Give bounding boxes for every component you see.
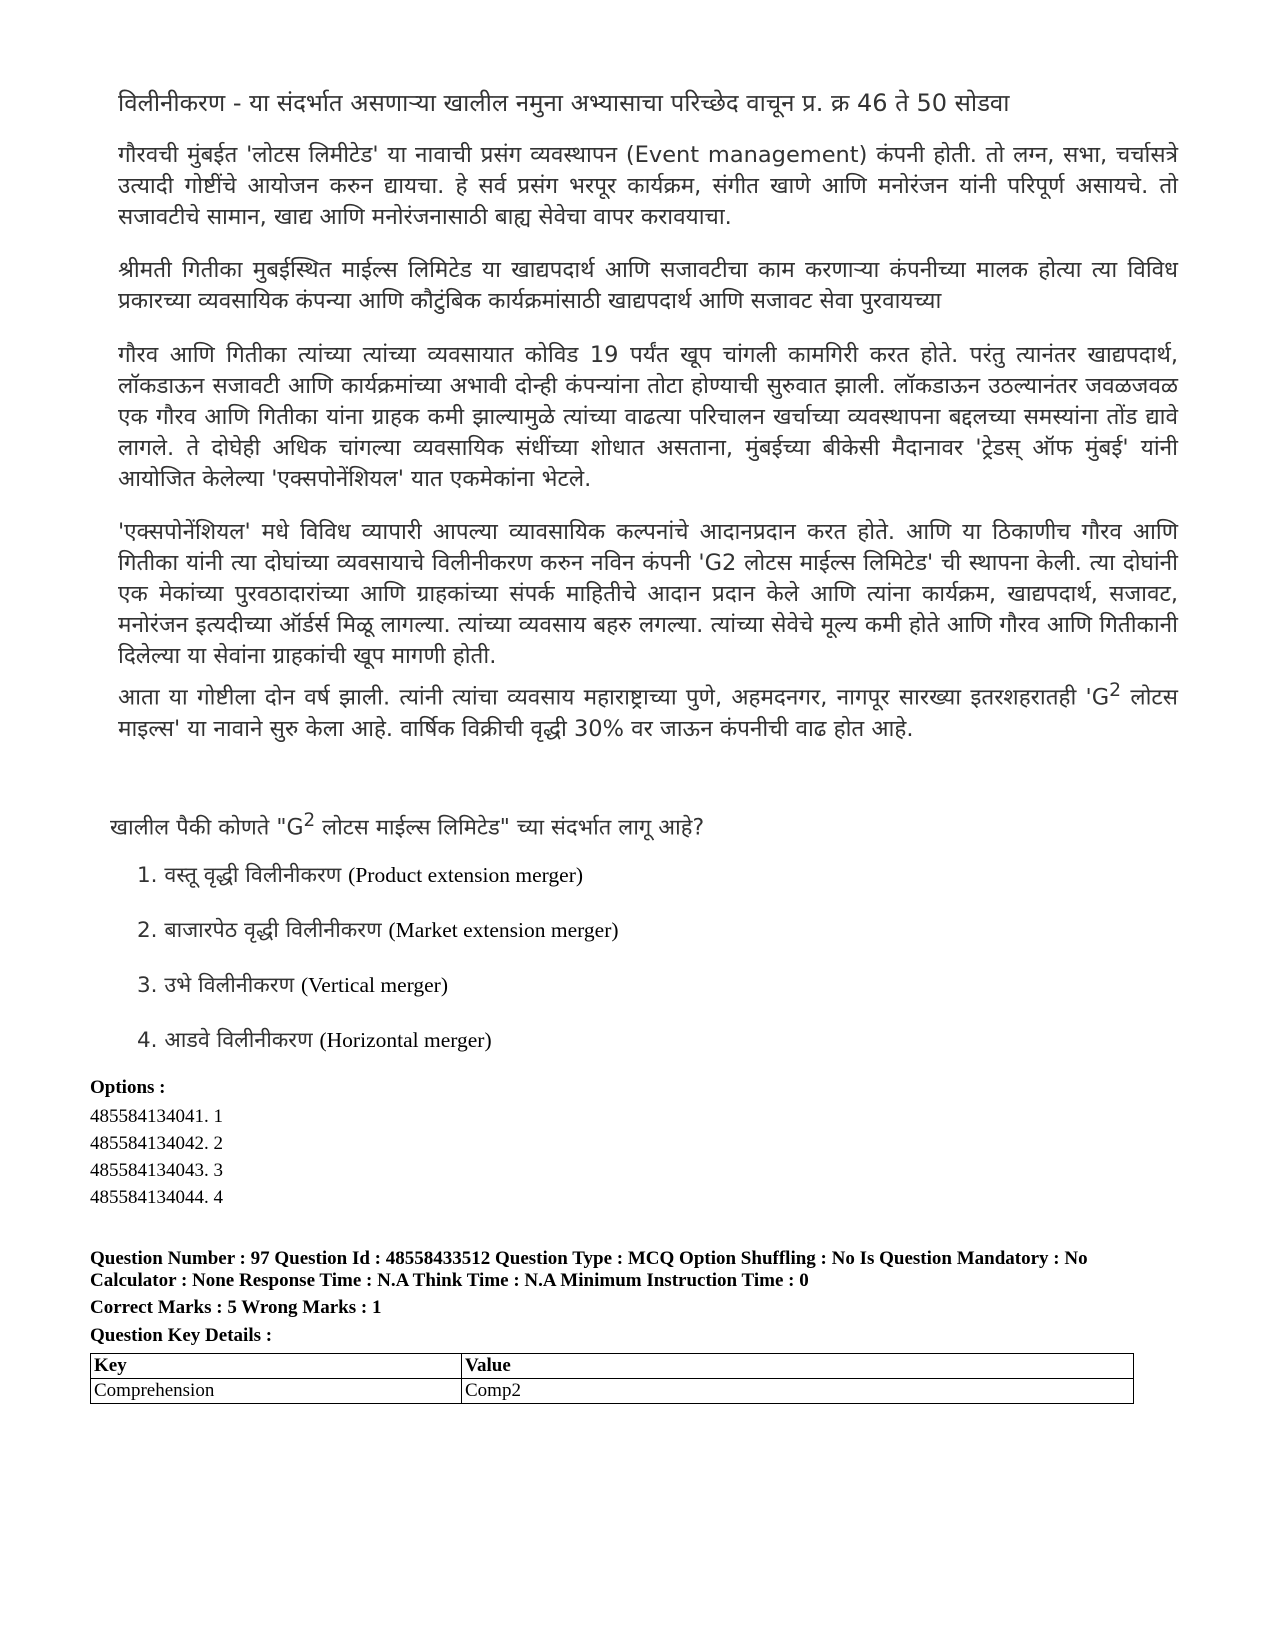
table-header-key: Key — [91, 1354, 462, 1379]
choice-english: (Product extension merger) — [348, 863, 584, 887]
passage-heading: विलीनीकरण - या संदर्भात असणाऱ्या खालील नमुना अभ्यासाचा परिच्छेद वाचून प्र. क्र 46 ते 50 सोडवा — [118, 89, 1010, 117]
table-cell-value: Comp2 — [462, 1379, 1134, 1404]
key-details-table — [90, 1353, 1134, 1404]
choice-label: आडवे विलीनीकरण — [164, 1028, 313, 1053]
choice-english: (Vertical merger) — [300, 973, 449, 997]
choice-number: 4. — [137, 1028, 158, 1053]
option-item: 485584134042. 2 — [90, 1133, 223, 1154]
choice-number: 3. — [137, 973, 158, 998]
choice-number: 1. — [137, 863, 158, 888]
table-cell-key: Comprehension — [91, 1379, 462, 1404]
marks-info: Correct Marks : 5 Wrong Marks : 1 — [90, 1297, 382, 1318]
option-item: 485584134043. 3 — [90, 1160, 223, 1181]
question-text — [110, 805, 1170, 843]
choice-english: (Horizontal merger) — [319, 1028, 492, 1052]
choice-number: 2. — [137, 918, 158, 943]
superscript: 2 — [1109, 680, 1122, 701]
key-details-title: Question Key Details : — [90, 1325, 273, 1346]
options-title: Options : — [90, 1077, 166, 1098]
paragraph-5-text-a: आता या गोष्टीला दोन वर्ष झाली. त्यांनी त्यांचा व्यवसाय महाराष्ट्राच्या पुणे, अहमदनगर, नागपूर सारख्या इतरशहरातही 'G — [118, 684, 1110, 711]
options-list — [90, 1103, 223, 1211]
passage-paragraph-4: 'एक्सपोनेंशियल' मधे विविध व्यापारी आपल्या व्यावसायिक कल्पनांचे आदानप्रदान करत होते. आणि या ठिकाणीच गौरव आणि गितीका यांनी त्या दोघांच्या व्यवसायाचे विलीनीकरण करुन नविन कंपनी 'G2 लोटस माईल्स लिमिटेड' ची स्थापना केली. त्या दोघांनी एक मेकांच्या पुरवठादारांच्या आणि ग्राहकांच्या संपर्क माहितीचे आदान प्रदान केले आणि त्यांना कार्यक्रम, खाद्यपदार्थ, सजावट, मनोरंजन इत्यदीच्या ऑर्डर्स मिळू लागल्या. त्यांच्या व्यवसाय बहरु लगल्या. त्यांच्या सेवेचे मूल्य कमी होते आणि गौरव आणि गितीकानी दिलेल्या या सेवांना ग्राहकांची खूप मागणी होती. — [118, 519, 1178, 669]
choice-item — [137, 1023, 1037, 1078]
choice-label: वस्तू वृद्धी विलीनीकरण — [164, 863, 342, 888]
passage-paragraph-5 — [118, 675, 1178, 745]
option-item: 485584134041. 1 — [90, 1106, 223, 1127]
question-metadata: Question Number : 97 Question Id : 48558433512 Question Type : MCQ Option Shuffling : No Is Question Mandatory : No Calculator : None Response Time : N.A Think Time : N.A Minimum Instruction Time : 0 — [90, 1248, 1088, 1291]
passage-paragraph-1: गौरवची मुंबईत 'लोटस लिमीटेड' या नावाची प्रसंग व्यवस्थापन (Event management) कंपनी होती. तो लग्न, सभा, चर्चासत्रे उत्यादी गोष्टींचे आयोजन करुन द्यायचा. हे सर्व प्रसंग भरपूर कार्यक्रम, संगीत खाणे आणि मनोरंजन यांनी परिपूर्ण असायचे. तो सजावटीचे सामान, खाद्य आणि मनोरंजनासाठी बाह्य सेवेचा वापर करावयाचा. — [118, 142, 1178, 230]
choice-item — [137, 968, 1037, 1023]
superscript: 2 — [303, 810, 316, 831]
option-item: 485584134044. 4 — [90, 1187, 223, 1208]
paragraph-5-text-b: लोटस माइल्स' या नावाने सुरु केला आहे. वार्षिक विक्रीची वृद्धी 30% वर जाऊन कंपनीची वाढ होत आहे. — [118, 684, 1178, 742]
question-text-a: खालील पैकी कोणते "G — [110, 815, 304, 841]
choice-list — [137, 858, 1037, 1078]
table-header-row — [91, 1354, 1134, 1379]
choice-item — [137, 858, 1037, 913]
choice-label: उभे विलीनीकरण — [164, 973, 295, 998]
choice-label: बाजारपेठ वृद्धी विलीनीकरण — [164, 918, 382, 943]
table-header-value: Value — [462, 1354, 1134, 1379]
choice-item — [137, 913, 1037, 968]
choice-english: (Market extension merger) — [388, 918, 619, 942]
passage-paragraph-3: गौरव आणि गितीका त्यांच्या त्यांच्या व्यवसायात कोविड 19 पर्यंत खूप चांगली कामगिरी करत होते. परंतु त्यानंतर खाद्यपदार्थ, लॉकडाऊन सजावटी आणि कार्यक्रमांच्या अभावी दोन्ही कंपन्यांना तोटा होण्याची सुरुवात झाली. लॉकडाऊन उठल्यानंतर जवळजवळ एक गौरव आणि गितीका यांना ग्राहक कमी झाल्यामुळे त्यांच्या वाढत्या परिचालन खर्चाच्या व्यवस्थापना बद्दलच्या समस्यांना तोंड द्यावे लागले. ते दोघेही अधिक चांगल्या व्यवसायिक संधींच्या शोधात असताना, मुंबईच्या बीकेसी मैदानावर 'ट्रेडस् ऑफ मुंबई' यांनी आयोजित केलेल्या 'एक्सपोनेंशियल' यात एकमेकांना भेटले. — [118, 342, 1178, 492]
table-row — [91, 1379, 1134, 1404]
passage-paragraph-2: श्रीमती गितीका मुबईस्थित माईल्स लिमिटेड या खाद्यपदार्थ आणि सजावटीचा काम करणाऱ्या कंपनीच्या मालक होत्या त्या विविध प्रकारच्या व्यवसायिक कंपन्या आणि कौटुंबिक कार्यक्रमांसाठी खाद्यपदार्थ आणि सजावट सेवा पुरवायच्या — [118, 257, 1178, 314]
question-text-b: लोटस माईल्स लिमिटेड" च्या संदर्भात लागू आहे? — [315, 815, 705, 841]
